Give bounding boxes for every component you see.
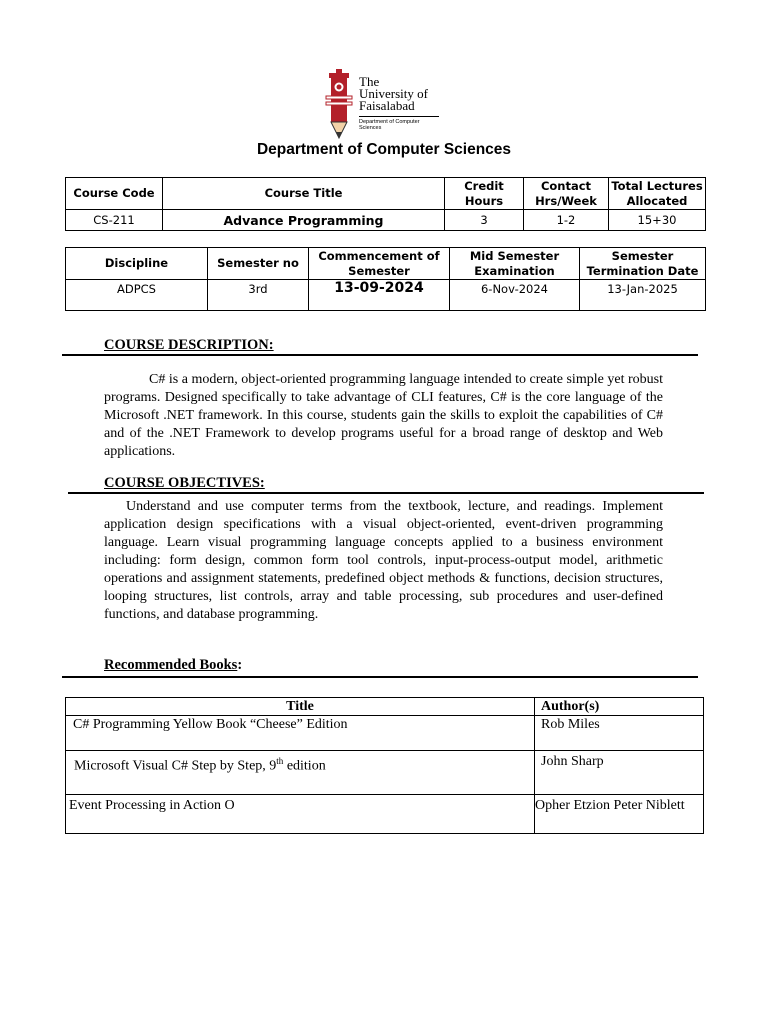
course-description-heading: COURSE DESCRIPTION: bbox=[104, 337, 274, 353]
department-title: Department of Computer Sciences bbox=[256, 141, 512, 158]
header-commencement: Commencement of Semester bbox=[309, 248, 450, 280]
university-logo bbox=[322, 68, 452, 140]
schedule-table bbox=[65, 247, 706, 311]
logo-department bbox=[359, 119, 420, 131]
course-info-table bbox=[65, 177, 706, 231]
header-course-title: Course Title bbox=[163, 178, 445, 210]
header-contact-hours: Contact Hrs/Week bbox=[524, 178, 609, 210]
book-title: Event Processing in Action O bbox=[66, 795, 535, 834]
commencement-date: 13-09-2024 bbox=[309, 280, 450, 311]
course-objectives-heading: COURSE OBJECTIVES: bbox=[104, 475, 265, 491]
course-code: CS-211 bbox=[66, 210, 163, 231]
header-mid-semester: Mid Semester Examination bbox=[450, 248, 580, 280]
discipline: ADPCS bbox=[66, 280, 208, 311]
pen-tower-emblem-icon bbox=[322, 68, 356, 140]
mid-semester-date: 6-Nov-2024 bbox=[450, 280, 580, 311]
termination-date: 13-Jan-2025 bbox=[580, 280, 706, 311]
table-row bbox=[66, 795, 704, 834]
logo-line-3: Faisalabad bbox=[359, 98, 415, 113]
contact-hours: 1-2 bbox=[524, 210, 609, 231]
header-credit-hours: Credit Hours bbox=[445, 178, 524, 210]
section-divider bbox=[68, 492, 704, 494]
recommended-books-heading bbox=[104, 657, 242, 674]
book-title bbox=[66, 751, 535, 795]
section-divider bbox=[62, 676, 698, 678]
header-course-code: Course Code bbox=[66, 178, 163, 210]
book-author: John Sharp bbox=[535, 751, 704, 795]
book-title-main: Microsoft Visual C# Step by Step, 9 bbox=[74, 758, 277, 774]
book-title-superscript: th bbox=[276, 756, 284, 766]
book-author: Opher Etzion Peter Niblett bbox=[535, 795, 704, 834]
total-lectures: 15+30 bbox=[609, 210, 706, 231]
book-author: Rob Miles bbox=[535, 716, 704, 751]
course-description-text: C# is a modern, object-oriented programming language intended to create simple yet robust programs. Designed specifically to take advantage of CLI features, C# is the core language of the Microsoft .NET framework. In this course, students gain the skills to exploit the capabilities of C# and of the .NET Framework to develop programs useful for a broad range of desktop and Web applications. bbox=[104, 372, 663, 459]
book-title: C# Programming Yellow Book “Cheese” Edition bbox=[66, 716, 535, 751]
logo-line-2: University of bbox=[359, 86, 428, 101]
recommended-books-label: Recommended Books bbox=[104, 657, 238, 673]
table-row bbox=[66, 716, 704, 751]
logo-line-1: The bbox=[359, 74, 380, 89]
credit-hours: 3 bbox=[445, 210, 524, 231]
header-semester-no: Semester no bbox=[208, 248, 309, 280]
header-total-lectures: Total Lectures Allocated bbox=[609, 178, 706, 210]
section-divider bbox=[62, 354, 698, 356]
semester-no: 3rd bbox=[208, 280, 309, 311]
logo-wordmark bbox=[359, 76, 428, 112]
table-row bbox=[66, 751, 704, 795]
logo-dept-line-1: Department of Computer bbox=[359, 119, 420, 125]
course-title: Advance Programming bbox=[163, 210, 445, 231]
header-discipline: Discipline bbox=[66, 248, 208, 280]
header-termination: Semester Termination Date bbox=[580, 248, 706, 280]
course-objectives-text: Understand and use computer terms from the textbook, lecture, and readings. Implement application design specifications with a visual object-oriented, event-driven programming language. Learn visual programming language concepts applied to a business environment including: form design, common form tool controls, input-process-output model, arithmetic operations and assignment statements, predefined object methods & functions, decision structures, looping structures, list controls, array and table processing, sub procedures and user-defined functions, and database programming. bbox=[104, 499, 663, 622]
recommended-books-colon: : bbox=[237, 657, 243, 673]
logo-dept-line-2: Sciences bbox=[359, 125, 382, 131]
logo-divider bbox=[359, 116, 439, 117]
books-header-author: Author(s) bbox=[535, 698, 704, 716]
books-header-title: Title bbox=[66, 698, 535, 716]
books-table bbox=[65, 697, 704, 834]
book-title-suffix: edition bbox=[283, 758, 326, 774]
